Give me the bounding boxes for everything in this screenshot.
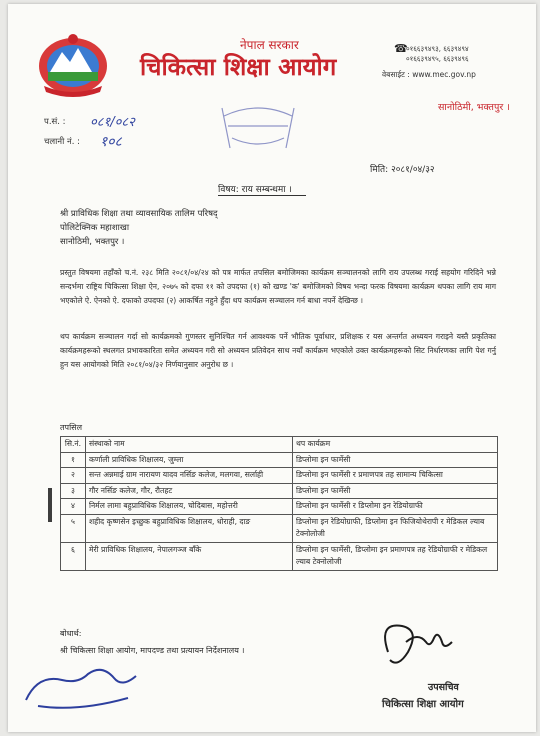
organization-name: चिकित्सा शिक्षा आयोग: [140, 53, 337, 81]
website: वेबसाईट : www.mec.gov.np: [382, 70, 476, 79]
table-row: [61, 499, 498, 515]
table-row: [61, 468, 498, 484]
row-institution: कर्णाली प्राविधिक शिक्षालय, जुम्ला: [86, 452, 293, 468]
cc-recipient: श्री चिकित्सा शिक्षा आयोग, मापदण्ड तथा प्रत्यायन निर्देशनालय ।: [60, 646, 245, 655]
row-serial: ६: [61, 542, 86, 570]
row-program: डिप्लोमा इन फार्मेसी र प्रमाणपत्र तह सामान्य चिकित्सा: [293, 468, 498, 484]
row-program: डिप्लोमा इन फार्मेसी: [293, 483, 498, 499]
nepal-emblem-icon: [34, 32, 112, 98]
row-serial: २: [61, 468, 86, 484]
phone-numbers: ०१६६३९४९३, ६६३९४९४ ०१६६३९४९५, ६६३९४९६: [406, 45, 469, 63]
row-institution: गौर नर्सिङ कलेज, गौर, रौतहट: [86, 483, 293, 499]
office-stamp-icon: [216, 96, 300, 156]
table-row: [61, 514, 498, 542]
handwritten-initial-icon: [18, 654, 148, 714]
phone-icon: ☎: [394, 42, 408, 55]
body-paragraph-2: थप कार्यक्रम सञ्चालन गर्दा सो कार्यक्रमको गुणस्तर सुनिश्चित गर्न आवश्यक पर्ने भौतिक पूर्वाधार, प्रशिक्षक र यस अन्तर्गत अध्ययन गराइने यस्तै प्रकृतिका कार्यक्रमहरूको स्थलगत प्रभावकारिता समेत अध्ययन गरी सो अध्ययन प्रतिवेदन साथ नयाँ कार्यक्रम भएकोले उक्त कार्यक्रमहरूको सिट निर्धारणका लागि पेश गर्नु हुन यस आयोगको मिति २०८१/०४/३२ निर्णयानुसार अनुरोध छ ।: [60, 332, 496, 369]
body-paragraph-1: प्रस्तुत विषयमा तहाँको च.नं. २३८ मिति २०८१/०४/२४ को पत्र मार्फत तपसिल बमोजिमका कार्यक्रम सञ्चालनको लागि राय उपलब्ध गराई सहयोग गरिदिने भन्ने सन्दर्भमा राष्ट्रिय चिकित्सा शिक्षा ऐन, २०७५ को दफा ११ को उपदफा (१) को खण्ड 'क' बमोजिमको विषय भन्दा फरक विषयमा कार्यक्रम थपका लागि राय माग भएकोले ऐ. ऐनको ऐ. दफाको उपदफा (२) आकर्षित नहुने हुँदा थप कार्यक्रम सञ्चालन गर्न बाधा नपर्ने देखिन्छ ।: [60, 268, 496, 305]
recipient-line-3: सानोठिमी, भक्तपुर ।: [60, 237, 125, 247]
row-program: डिप्लोमा इन फार्मेसी र डिप्लोमा इन रेडियोग्राफी: [293, 499, 498, 515]
row-serial: ३: [61, 483, 86, 499]
row-institution: सन्त अन्नमाई ग्राम नारायण यादव नर्सिङ कलेज, मलगवा, सर्लाही: [86, 468, 293, 484]
signatory-organization: चिकित्सा शिक्षा आयोग: [382, 699, 464, 710]
recipient-line-1: श्री प्राविधिक शिक्षा तथा व्यावसायिक तालिम परिषद्: [60, 209, 218, 219]
row-serial: १: [61, 452, 86, 468]
header-serial: सि.नं.: [61, 437, 86, 453]
margin-mark: [48, 488, 52, 522]
reference-label: प.सं. :: [44, 117, 66, 127]
letter-date: मिति: २०८१/०४/३२: [370, 165, 435, 175]
subject-underline: [218, 195, 306, 196]
header-institution: संस्थाको नाम: [86, 437, 293, 453]
government-name: नेपाल सरकार: [240, 38, 299, 52]
recipient-line-2: पोलिटेक्निक महाशाखा: [60, 223, 130, 233]
signatory-title: उपसचिव: [428, 682, 459, 693]
reference-number: ०८१/०८२: [90, 115, 135, 130]
table-row: [61, 483, 498, 499]
dispatch-label: चलानी नं. :: [44, 137, 80, 147]
row-institution: मेरी प्राविधिक शिक्षालय, नेपालगञ्ज बाँके: [86, 542, 293, 570]
table-row: [61, 542, 498, 570]
letter-sheet: [8, 4, 536, 732]
list-title: तपसिल: [60, 423, 83, 432]
row-program: डिप्लोमा इन रेडियोग्राफी, डिप्लोमा इन फिजियोथेरापी र मेडिकल ल्याब टेक्नोलोजी: [293, 514, 498, 542]
row-serial: ५: [61, 514, 86, 542]
row-institution: निर्मल लामा बहुप्राविधिक शिक्षालय, चोदिबास, महोत्तरी: [86, 499, 293, 515]
row-program: डिप्लोमा इन फार्मेसी, डिप्लोमा इन प्रमाणपत्र तह रेडियोग्राफी र मेडिकल ल्याब टेक्नोलोजी: [293, 542, 498, 570]
dispatch-number: १०८: [100, 134, 122, 150]
cc-label: बोधार्थ:: [60, 629, 82, 638]
office-address: सानोठिमी, भक्तपुर ।: [438, 102, 510, 113]
table-row: [61, 452, 498, 468]
header-program: थप कार्यक्रम: [293, 437, 498, 453]
table-header-row: [61, 437, 498, 453]
row-program: डिप्लोमा इन फार्मेसी: [293, 452, 498, 468]
row-institution: शहीद कृष्णसेन इच्छुक बहुप्राविधिक शिक्षालय, धोराही, दाङ: [86, 514, 293, 542]
row-serial: ४: [61, 499, 86, 515]
institution-table: [60, 436, 498, 571]
letter-subject: विषय: राय सम्बन्धमा ।: [218, 185, 292, 195]
signature-icon: [368, 612, 458, 682]
